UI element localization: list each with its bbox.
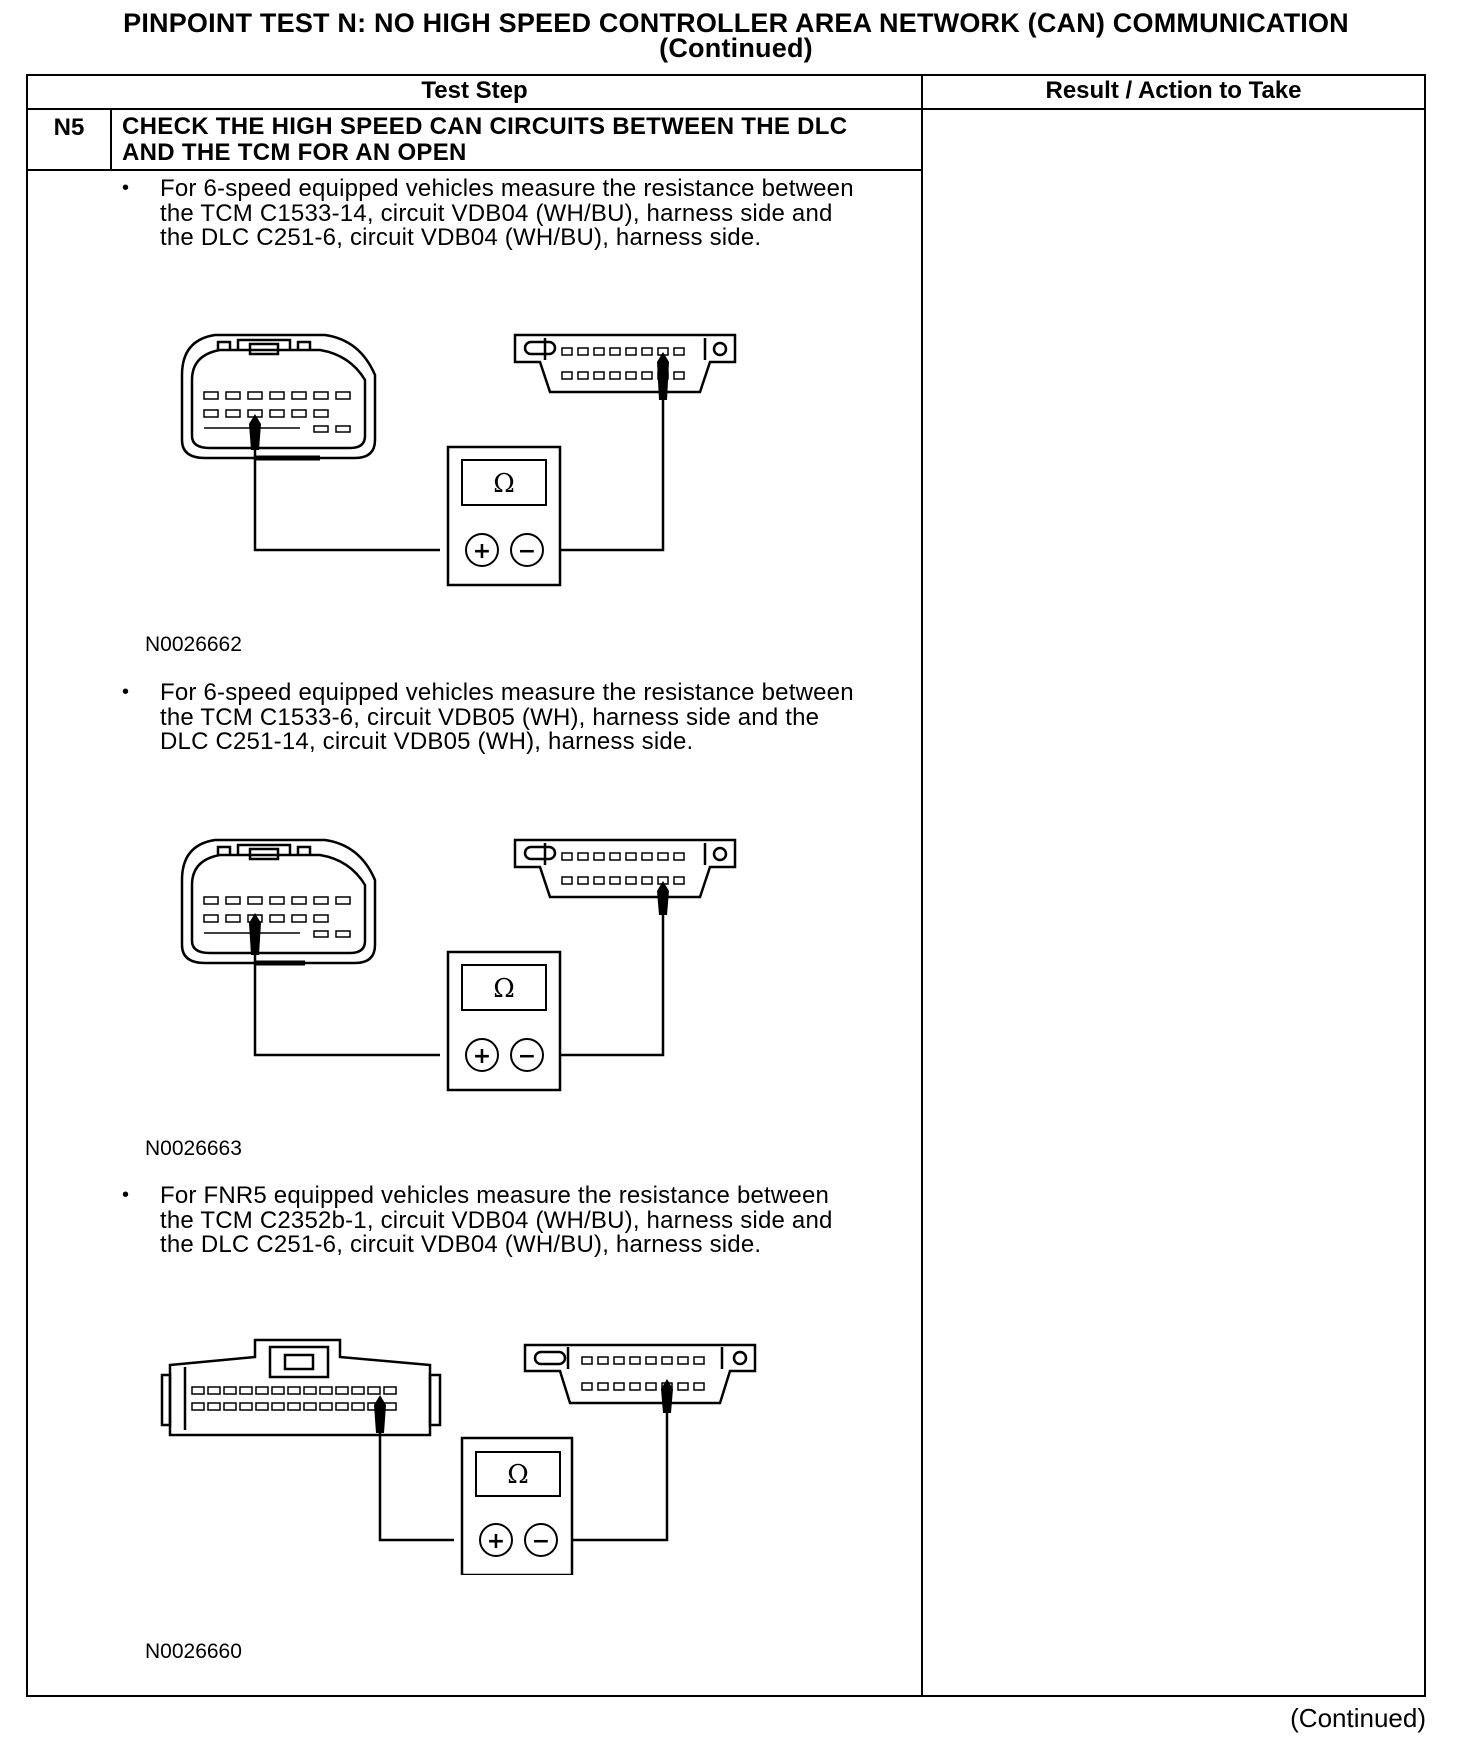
- svg-text:+: +: [486, 1529, 506, 1554]
- instruction-line: For 6-speed equipped vehicles measure the resistance between: [160, 679, 854, 706]
- instruction-line: the DLC C251-6, circuit VDB04 (WH/BU), harness side.: [160, 1231, 762, 1258]
- figure-id: N0026663: [145, 1137, 242, 1160]
- instruction-line: For 6-speed equipped vehicles measure the resistance between: [160, 175, 854, 202]
- column-header-result: Result / Action to Take: [1045, 77, 1302, 104]
- continued-footer: (Continued): [1290, 1703, 1426, 1733]
- instruction-line: the TCM C1533-14, circuit VDB04 (WH/BU), harness side and: [160, 199, 833, 227]
- bullet-icon: •: [122, 681, 130, 703]
- step-title-line: CHECK THE HIGH SPEED CAN CIRCUITS BETWEEN THE DLC: [122, 113, 848, 140]
- svg-text:−: −: [517, 539, 537, 564]
- svg-text:+: +: [472, 539, 492, 564]
- svg-text:−: −: [517, 1044, 537, 1069]
- ohm-symbol: Ω: [493, 974, 515, 1004]
- column-header-test-step: Test Step: [421, 77, 528, 104]
- instruction-line: For FNR5 equipped vehicles measure the resistance between: [160, 1182, 830, 1209]
- svg-text:+: +: [472, 1044, 492, 1069]
- svg-text:−: −: [531, 1529, 551, 1554]
- ohm-symbol: Ω: [493, 469, 515, 499]
- ohm-symbol: Ω: [507, 1460, 529, 1490]
- bullet-icon: •: [122, 177, 130, 199]
- wiring-diagram-fnr5-can-high: [160, 1335, 760, 1575]
- step-id-divider: [110, 108, 112, 170]
- column-divider: [921, 74, 923, 1697]
- instruction-line: the TCM C1533-6, circuit VDB05 (WH), harness side and the: [160, 703, 820, 731]
- instruction-line: the TCM C2352b-1, circuit VDB04 (WH/BU), harness side and: [160, 1206, 833, 1234]
- step-title-line: AND THE TCM FOR AN OPEN: [122, 139, 467, 166]
- page-subtitle: (Continued): [659, 33, 813, 63]
- wiring-diagram-6speed-can-low: [170, 835, 750, 1095]
- header-row-divider: [26, 108, 1426, 110]
- figure-id: N0026660: [145, 1640, 242, 1663]
- instruction-line: the DLC C251-6, circuit VDB04 (WH/BU), harness side.: [160, 224, 762, 251]
- wiring-diagram-6speed-can-high: [170, 330, 750, 590]
- step-title: [122, 114, 847, 166]
- bullet-icon: •: [122, 1184, 130, 1206]
- page-title: PINPOINT TEST N: NO HIGH SPEED CONTROLLER AREA NETWORK (CAN) COMMUNICATION: [123, 8, 1349, 38]
- figure-id: N0026662: [145, 633, 242, 656]
- step-id: N5: [53, 114, 85, 141]
- step-row-divider: [26, 169, 922, 171]
- instruction-line: DLC C251-14, circuit VDB05 (WH), harness side.: [160, 728, 694, 755]
